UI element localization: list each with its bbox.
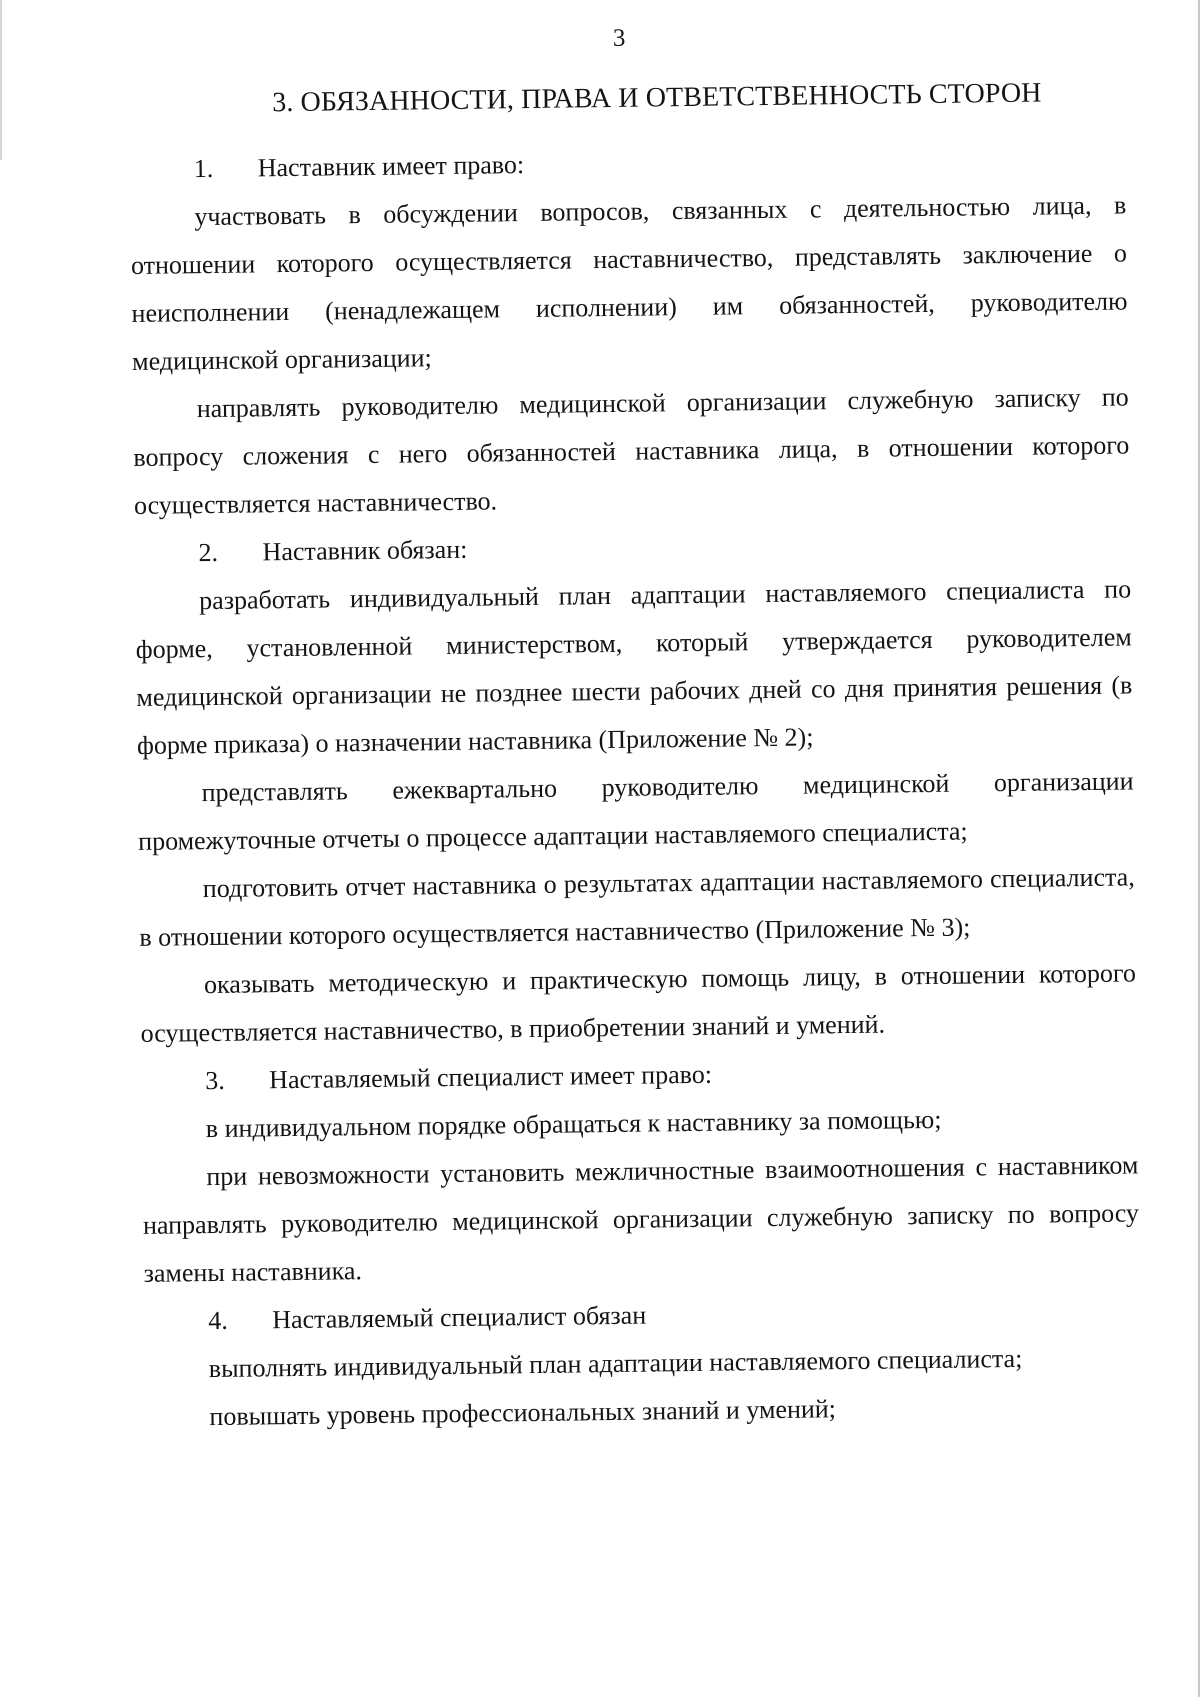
paragraph: выполнять индивидуальный план адаптации наставляемого специалиста; — [208, 1343, 1023, 1384]
clause-number: 2. — [198, 537, 219, 568]
text-body — [129, 133, 1141, 1441]
paragraph: участвовать в обсуждении вопросов, связанных с деятельностью лица, в отношении которого осуществляется наставничество, представлять заключение о неисполнении (ненадлежащем исполнении) им обязанностей, руководителю медицинской организации; — [130, 190, 1128, 376]
page-number: 3 — [612, 24, 626, 52]
paragraph: разработать индивидуальный план адаптации наставляемого специалиста по форме, установленной министерством, который утверждается руководителем медицинской организации не позднее шести рабочих дней со дня принятия решения (в форме приказа) о назначении наставника (Приложение № 2); — [135, 574, 1133, 760]
page-content — [128, 17, 1142, 1441]
clause-number: 4. — [208, 1305, 228, 1336]
paragraph: оказывать методическую и практическую помощь лицу, в отношении которого осуществляется наставничество, в приобретении знаний и умений. — [140, 958, 1137, 1048]
paragraph: представлять ежеквартально руководителю медицинской организации промежуточные отчеты о процессе адаптации наставляемого специалиста; — [138, 766, 1134, 856]
clause-number: 3. — [205, 1065, 225, 1096]
clause-number: 1. — [193, 153, 214, 184]
scan-edge-left — [0, 0, 2, 160]
paragraph: подготовить отчет наставника о результатах адаптации наставляемого специалиста, в отношении которого осуществляется наставничество (Приложение № 3); — [139, 862, 1135, 952]
clause-title: Наставник имеет право: — [257, 150, 525, 183]
paragraph: в индивидуальном порядке обращаться к наставнику за помощью; — [205, 1104, 942, 1144]
clause-title: Наставляемый специалист имеет право: — [269, 1059, 713, 1095]
clause-title: Наставник обязан: — [262, 534, 468, 567]
paragraph: направлять руководителю медицинской организации служебную записку по вопросу сложения с него обязанностей наставника лица, в отношении которого осуществляется наставничество. — [133, 382, 1130, 520]
clause-title: Наставляемый специалист обязан — [272, 1300, 647, 1335]
section-heading: 3. ОБЯЗАННОСТИ, ПРАВА И ОТВЕТСТВЕННОСТЬ СТОРОН — [272, 77, 1042, 119]
paragraph: повышать уровень профессиональных знаний и умений; — [209, 1394, 837, 1432]
paragraph: при невозможности установить межличностные взаимоотношения с наставником направлять руководителю медицинской организации служебную записку по вопросу замены наставника. — [142, 1150, 1140, 1288]
